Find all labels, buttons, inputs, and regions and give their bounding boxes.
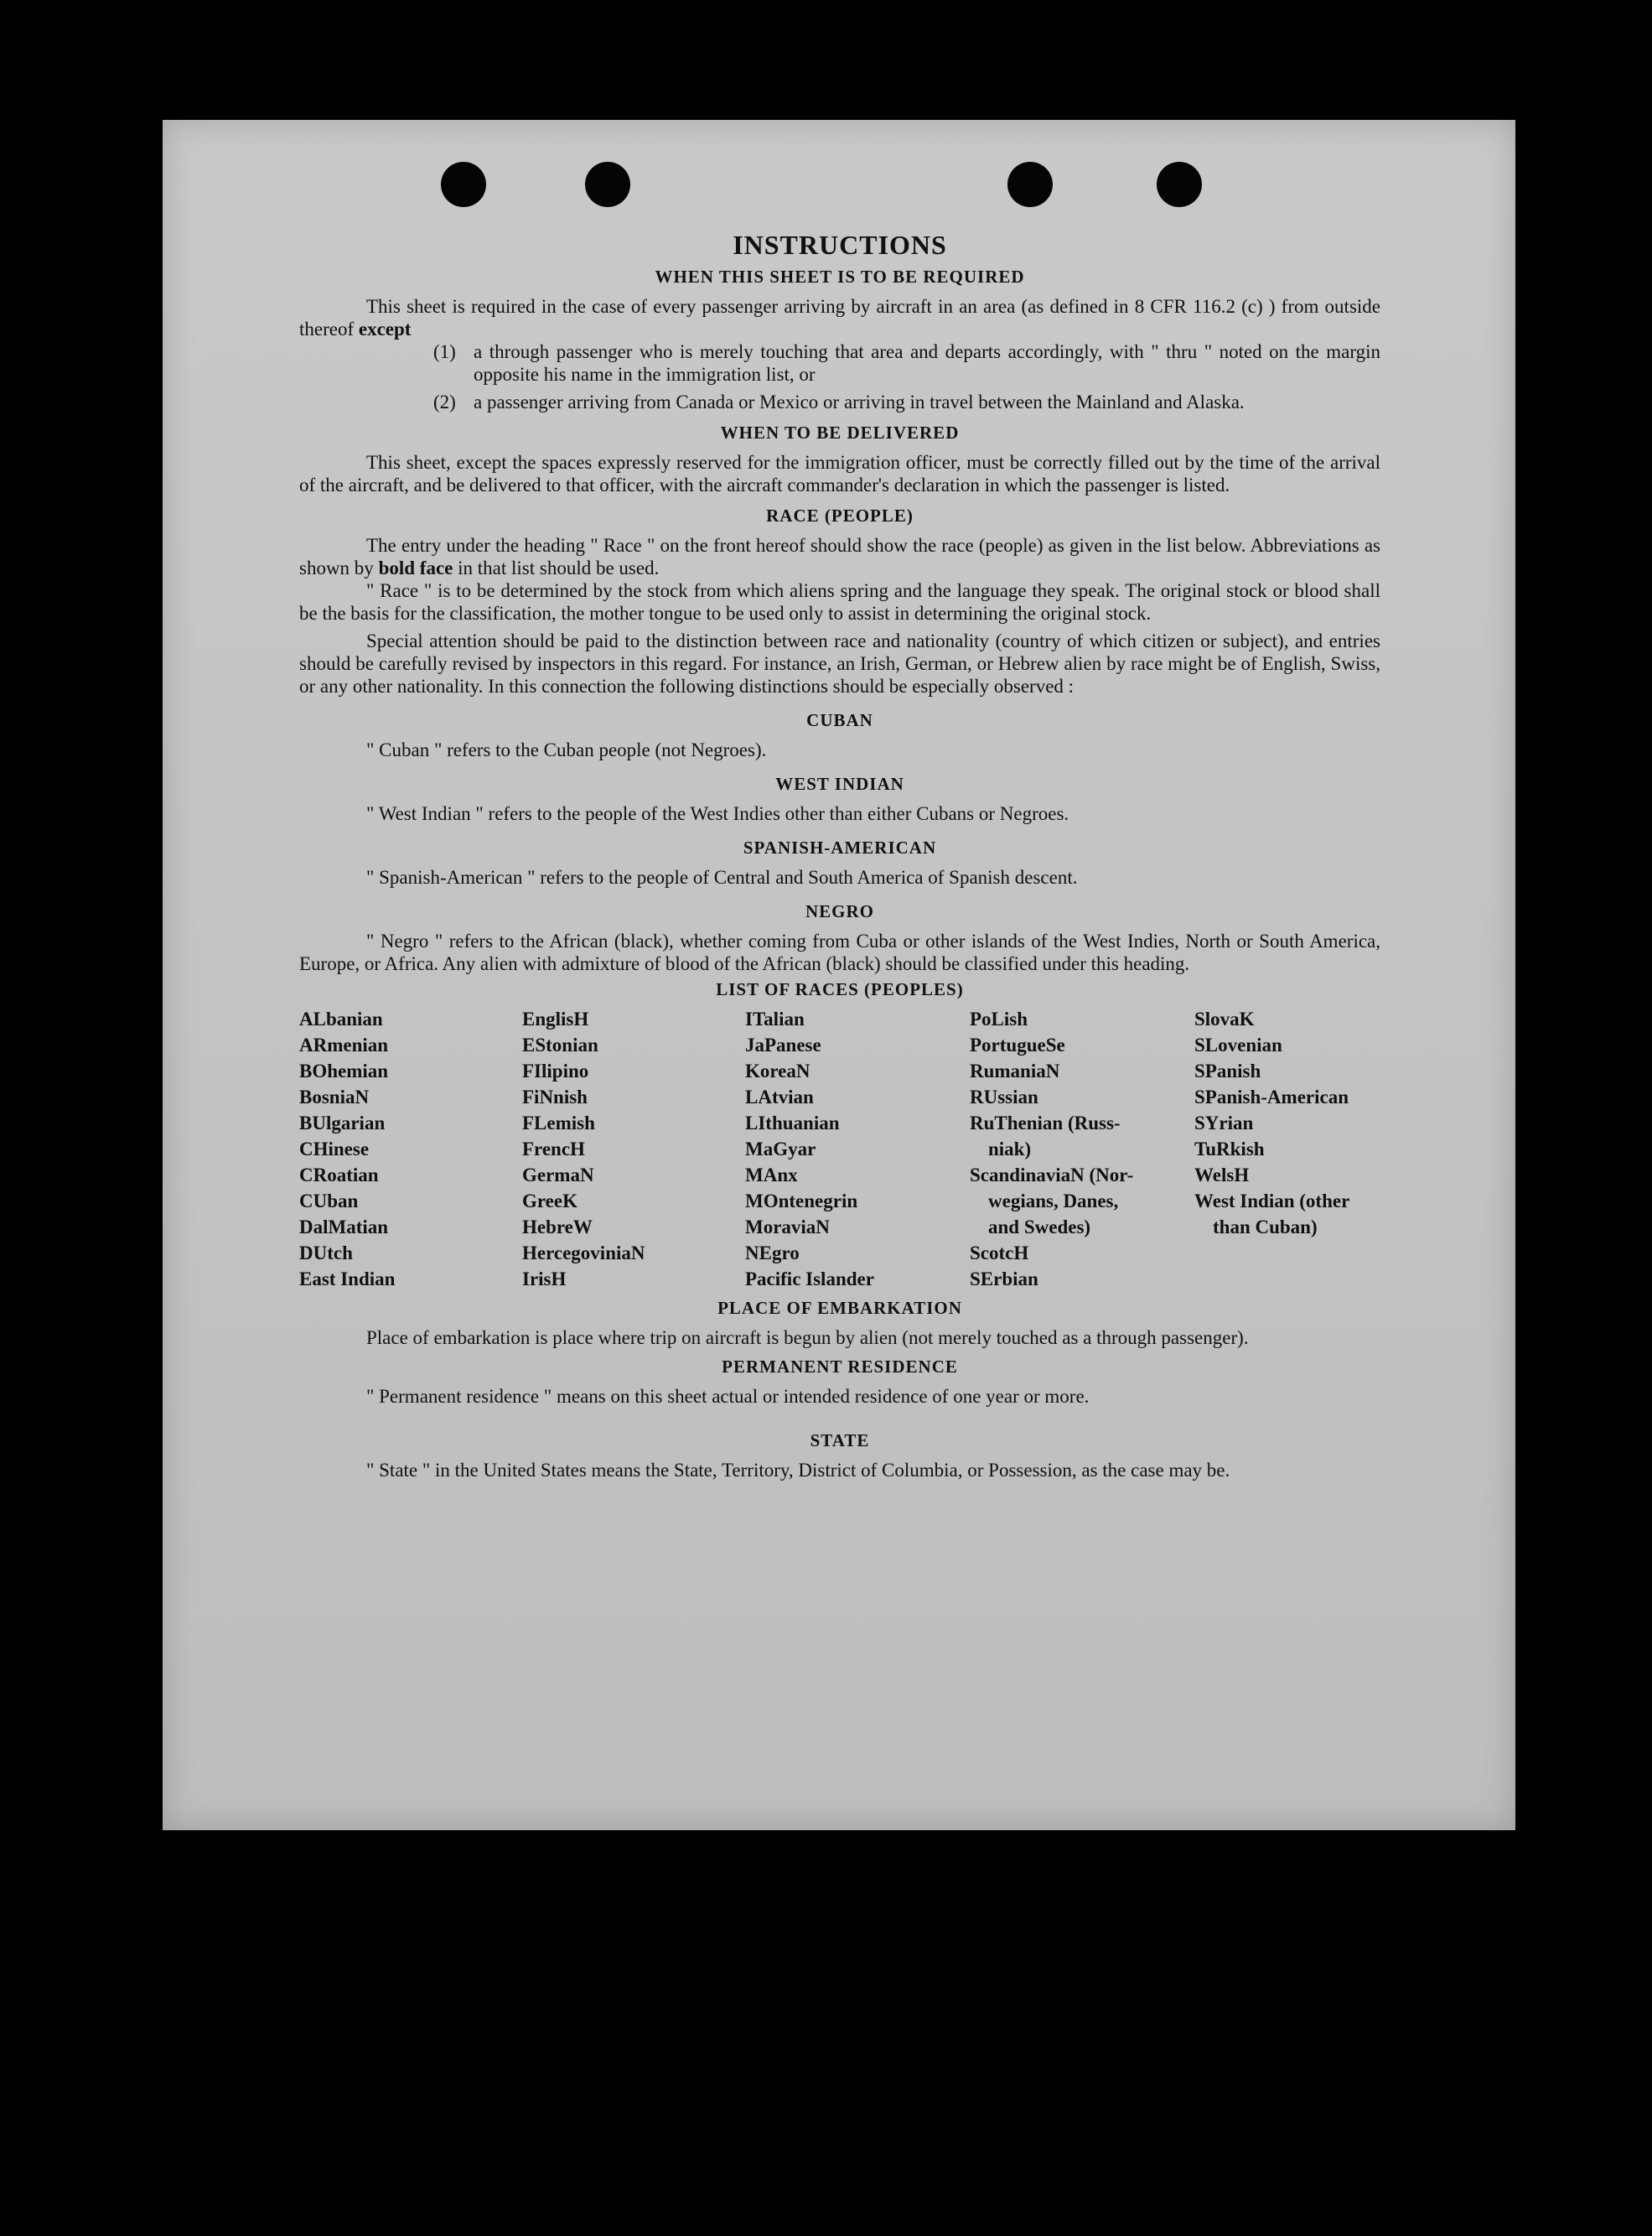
race-entry: East Indian <box>299 1268 396 1289</box>
race-entry: HercegoviniaN <box>522 1243 645 1263</box>
heading-race: RACE (PEOPLE) <box>766 506 914 526</box>
race-entry: RuThenian (Russ- <box>970 1113 1121 1134</box>
negro-text: " Negro " refers to the African (black), whether coming from Cuba or other islands of the West Indies, North or South America, Europe, or Africa. Any alien with admixture of blood of the African (black) should be classified under this heading. <box>299 931 1380 974</box>
heading-west-indian: WEST INDIAN <box>775 774 904 794</box>
state-text: " State " in the United States means the State, Territory, District of Columbia, or Possession, as the case may be. <box>366 1460 1230 1481</box>
race-entry: MOntenegrin <box>745 1191 858 1211</box>
races-column <box>745 1006 970 1292</box>
west-indian-text: " West Indian " refers to the people of the West Indies other than either Cubans or Negroes. <box>366 803 1069 824</box>
required-item: (1) a through passenger who is merely touching that area and departs accordingly, with " thru " noted on the margin opposite his name in the immigration list, or <box>433 341 1380 385</box>
embarkation-text: Place of embarkation is place where trip on aircraft is begun by alien (not merely touched as a through passenger). <box>366 1327 1249 1348</box>
document-body <box>299 229 1380 1481</box>
punch-hole <box>1007 162 1053 207</box>
race-entry: EnglisH <box>522 1009 589 1030</box>
race-entry: WelsH <box>1194 1165 1250 1185</box>
races-column <box>1194 1006 1380 1292</box>
race-entry: FIlipino <box>522 1061 589 1082</box>
heading-negro: NEGRO <box>805 901 874 921</box>
race-paragraph: " Race " is to be determined by the stock from which aliens spring and the language they speak. The original stock or blood shall be the basis for the classification, the mother tongue to be used only to assist in determining the original stock. <box>299 580 1380 624</box>
spanish-american-text: " Spanish-American " refers to the people of Central and South America of Spanish descent. <box>366 867 1078 888</box>
race-entry: ALbanian <box>299 1009 383 1030</box>
race-entry: GermaN <box>522 1165 594 1185</box>
punch-hole <box>1157 162 1202 207</box>
instruction-sheet <box>163 120 1515 1830</box>
race-entry: ScotcH <box>970 1243 1029 1263</box>
race-entry: HebreW <box>522 1217 593 1237</box>
race-entry: SPanish <box>1194 1061 1261 1082</box>
races-column <box>522 1006 745 1292</box>
punch-hole <box>585 162 630 207</box>
race-entry: CHinese <box>299 1139 370 1160</box>
race-entry: West Indian (other <box>1194 1191 1350 1211</box>
race-entry: Pacific Islander <box>745 1268 874 1289</box>
race-entry: FLemish <box>522 1113 595 1134</box>
required-intro: This sheet is required in the case of every passenger arriving by aircraft in an area (as defined in 8 CFR 116.2 (c) ) from outside thereof except <box>299 296 1380 340</box>
required-item: (2) a passenger arriving from Canada or Mexico or arriving in travel between the Mainland and Alaska. <box>433 392 1245 412</box>
punch-hole <box>441 162 486 207</box>
race-entry: LAtvian <box>745 1087 814 1108</box>
race-entry: PortugueSe <box>970 1035 1065 1056</box>
race-entry: ARmenian <box>299 1035 389 1056</box>
race-entry: JaPanese <box>745 1035 821 1056</box>
race-entry: SPanish-American <box>1194 1087 1349 1108</box>
race-entry: wegians, Danes, <box>988 1191 1119 1211</box>
heading-spanish-american: SPANISH-AMERICAN <box>743 838 937 858</box>
race-entry: GreeK <box>522 1191 577 1211</box>
races-column <box>299 1006 522 1292</box>
race-entry: NEgro <box>745 1243 800 1263</box>
heading-state: STATE <box>810 1430 870 1450</box>
race-entry: CUban <box>299 1191 359 1211</box>
race-entry: and Swedes) <box>988 1217 1091 1237</box>
race-paragraph: Special attention should be paid to the distinction between race and nationality (country of which citizen or subject), and entries should be carefully revised by inspectors in this regard. For instance, an Irish, German, or Hebrew alien by race might be of English, Swiss, or any other nationality. In this connection the following distinctions should be especially observed : <box>299 630 1380 697</box>
race-entry: FrencH <box>522 1139 585 1160</box>
races-list <box>299 1006 1380 1292</box>
race-entry: than Cuban) <box>1213 1217 1318 1237</box>
race-entry: DalMatian <box>299 1217 389 1237</box>
heading-delivered: WHEN TO BE DELIVERED <box>720 423 960 443</box>
race-entry: CRoatian <box>299 1165 379 1185</box>
heading-required: WHEN THIS SHEET IS TO BE REQUIRED <box>655 267 1025 287</box>
heading-permanent-residence: PERMANENT RESIDENCE <box>722 1357 958 1377</box>
race-entry: BOhemian <box>299 1061 389 1082</box>
race-entry: ScandinaviaN (Nor- <box>970 1165 1134 1185</box>
race-entry: SErbian <box>970 1268 1038 1289</box>
race-entry: MAnx <box>745 1165 798 1185</box>
race-entry: niak) <box>988 1139 1032 1160</box>
race-paragraph: The entry under the heading " Race " on the front hereof should show the race (people) as given in the list below. Abbreviations as shown by bold face in that list should be used. <box>299 535 1380 578</box>
race-entry: EStonian <box>522 1035 598 1056</box>
race-entry: TuRkish <box>1194 1139 1265 1160</box>
race-entry: MoraviaN <box>745 1217 830 1237</box>
heading-list-of-races: LIST OF RACES (PEOPLES) <box>716 979 964 999</box>
race-entry: SLovenian <box>1194 1035 1282 1056</box>
race-entry: BosniaN <box>299 1087 370 1108</box>
race-entry: KoreaN <box>745 1061 810 1082</box>
heading-cuban: CUBAN <box>806 710 873 730</box>
cuban-text: " Cuban " refers to the Cuban people (not Negroes). <box>366 739 767 760</box>
race-entry: BUlgarian <box>299 1113 386 1134</box>
race-entry: SYrian <box>1194 1113 1254 1134</box>
race-entry: DUtch <box>299 1243 353 1263</box>
delivered-text: This sheet, except the spaces expressly reserved for the immigration officer, must be correctly filled out by the time of the arrival of the aircraft, and be delivered to that officer, with the aircraft commander's declaration in which the passenger is listed. <box>299 452 1380 495</box>
race-entry: LIthuanian <box>745 1113 840 1134</box>
heading-embarkation: PLACE OF EMBARKATION <box>717 1298 962 1318</box>
race-entry: RUssian <box>970 1087 1038 1108</box>
races-column <box>970 1006 1194 1292</box>
race-entry: PoLish <box>970 1009 1028 1030</box>
residence-text: " Permanent residence " means on this sheet actual or intended residence of one year or more. <box>366 1386 1090 1407</box>
race-entry: ITalian <box>745 1009 805 1030</box>
race-entry: IrisH <box>522 1268 567 1289</box>
race-entry: SlovaK <box>1194 1009 1255 1030</box>
race-entry: MaGyar <box>745 1139 816 1160</box>
race-entry: FiNnish <box>522 1087 588 1108</box>
race-entry: RumaniaN <box>970 1061 1060 1082</box>
page-title: INSTRUCTIONS <box>733 230 947 260</box>
